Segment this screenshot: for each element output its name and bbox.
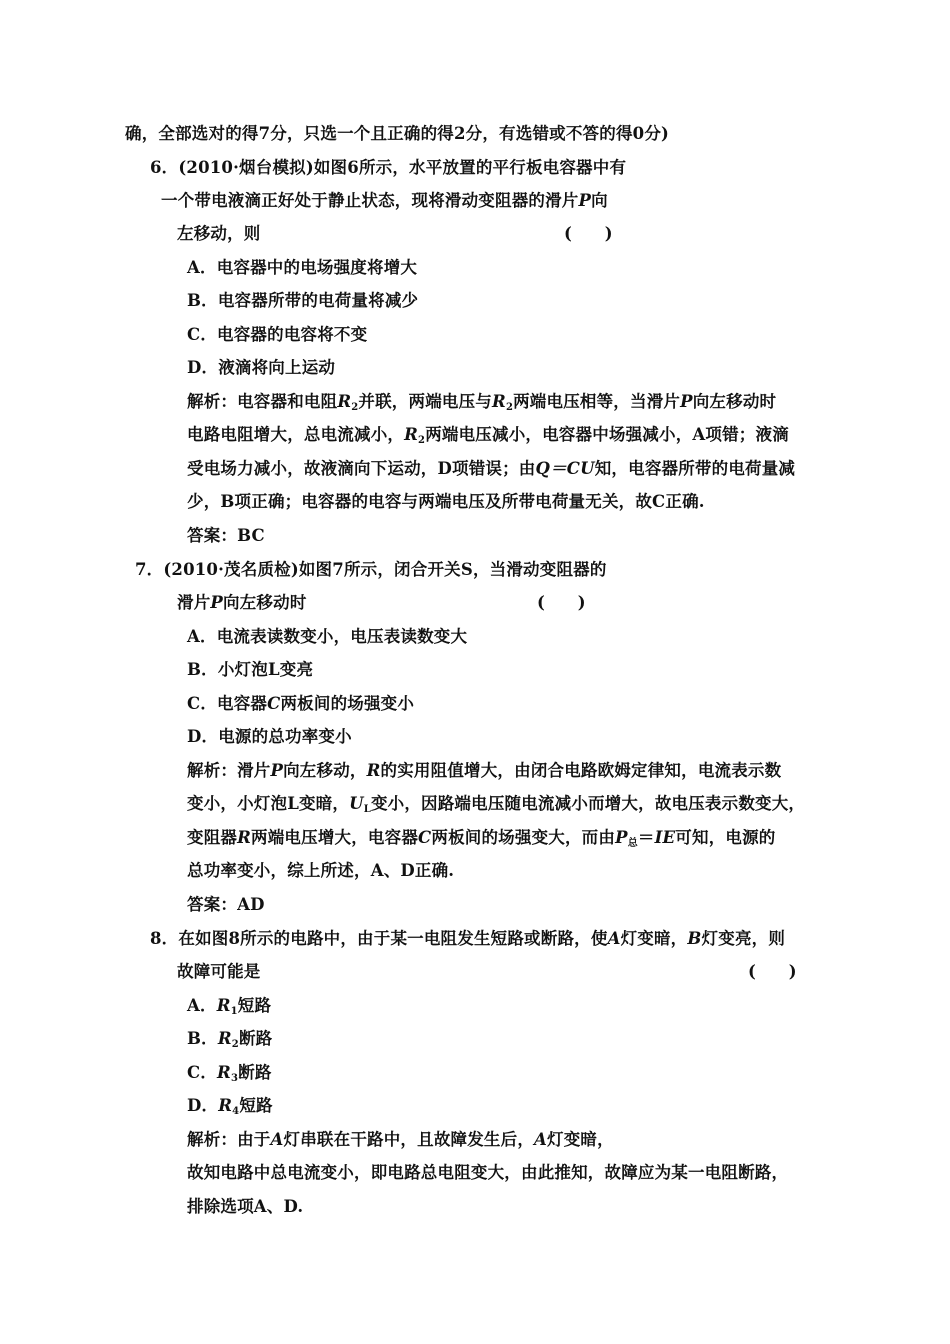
- option-c: C．电容器的电容将不变: [187, 325, 368, 344]
- explanation-line: 排除选项A、D.: [187, 1197, 304, 1216]
- explanation-line: 少，B项正确；电容器的电容与两端电压及所带电荷量无关，故C正确.: [187, 492, 705, 511]
- question-8-stem: 8．在如图8所示的电路中，由于某一电阻发生短路或断路，使A灯变暗，B灯变亮，则: [150, 929, 786, 948]
- explanation-line: 解析：由于A灯串联在干路中，且故障发生后，A灯变暗，: [187, 1130, 614, 1149]
- explanation-line: 电路电阻增大，总电流减小，$R_2$两端电压减小，电容器中场强减小，A项错；液滴: [187, 425, 789, 446]
- answer-line: 答案：BC: [187, 526, 265, 545]
- explanation-line: 故知电路中总电流变小，即电路总电阻变大，由此推知，故障应为某一电阻断路，: [187, 1163, 789, 1182]
- option-c: C．$R_3$断路: [187, 1063, 272, 1084]
- question-7-stem-line2: 滑片P向左移动时: [177, 593, 307, 612]
- answer-blank: ( ): [748, 962, 797, 981]
- option-c: C．电容器C两板间的场强变小: [187, 694, 415, 713]
- explanation-line: 解析：滑片P向左移动，R的实用阻值增大，由闭合电路欧姆定律知，电流表示数: [187, 761, 782, 780]
- option-a: A．电容器中的电场强度将增大: [187, 258, 418, 277]
- answer-blank: ( ): [564, 224, 613, 243]
- question-6-stem: 6．(2010·烟台模拟)如图6所示，水平放置的平行板电容器中有: [150, 158, 627, 177]
- explanation-line: 变阻器R两端电压增大，电容器C两板间的场强变大，而由$P_总=IE$可知，电源的: [187, 828, 776, 849]
- option-b: B．$R_2$断路: [187, 1029, 273, 1050]
- option-d: D．$R_4$短路: [187, 1096, 273, 1117]
- option-b: B．电容器所带的电荷量将减少: [187, 291, 419, 310]
- question-6-stem-line3: 左移动，则: [177, 224, 261, 243]
- question-8-stem-line2: 故障可能是: [177, 962, 261, 981]
- question-6-stem-line2: 一个带电液滴正好处于静止状态，现将滑动变阻器的滑片P向: [161, 191, 608, 210]
- option-b: B．小灯泡L变亮: [187, 660, 314, 679]
- answer-blank: ( ): [537, 593, 586, 612]
- text-line: 确，全部选对的得7分，只选一个且正确的得2分，有选错或不答的得0分): [125, 124, 670, 143]
- question-7-stem: 7．(2010·茂名质检)如图7所示，闭合开关S，当滑动变阻器的: [135, 560, 607, 579]
- explanation-line: 总功率变小，综上所述，A、D正确.: [187, 861, 455, 880]
- explanation-line: 受电场力减小，故液滴向下运动，D项错误；由Q＝CU知，电容器所带的电荷量减: [187, 459, 796, 478]
- option-a: A．$R_1$短路: [187, 996, 272, 1017]
- explanation-line: 解析：电容器和电阻$R_2$并联，两端电压与$R_2$两端电压相等，当滑片P向左移动时: [187, 392, 777, 413]
- option-d: D．液滴将向上运动: [187, 358, 336, 377]
- explanation-line: 变小，小灯泡L变暗，$U_L$变小，因路端电压随电流减小而增大，故电压表示数变大，: [187, 794, 806, 815]
- answer-line: 答案：AD: [187, 895, 265, 914]
- option-d: D．电源的总功率变小: [187, 727, 352, 746]
- option-a: A．电流表读数变小，电压表读数变大: [187, 627, 468, 646]
